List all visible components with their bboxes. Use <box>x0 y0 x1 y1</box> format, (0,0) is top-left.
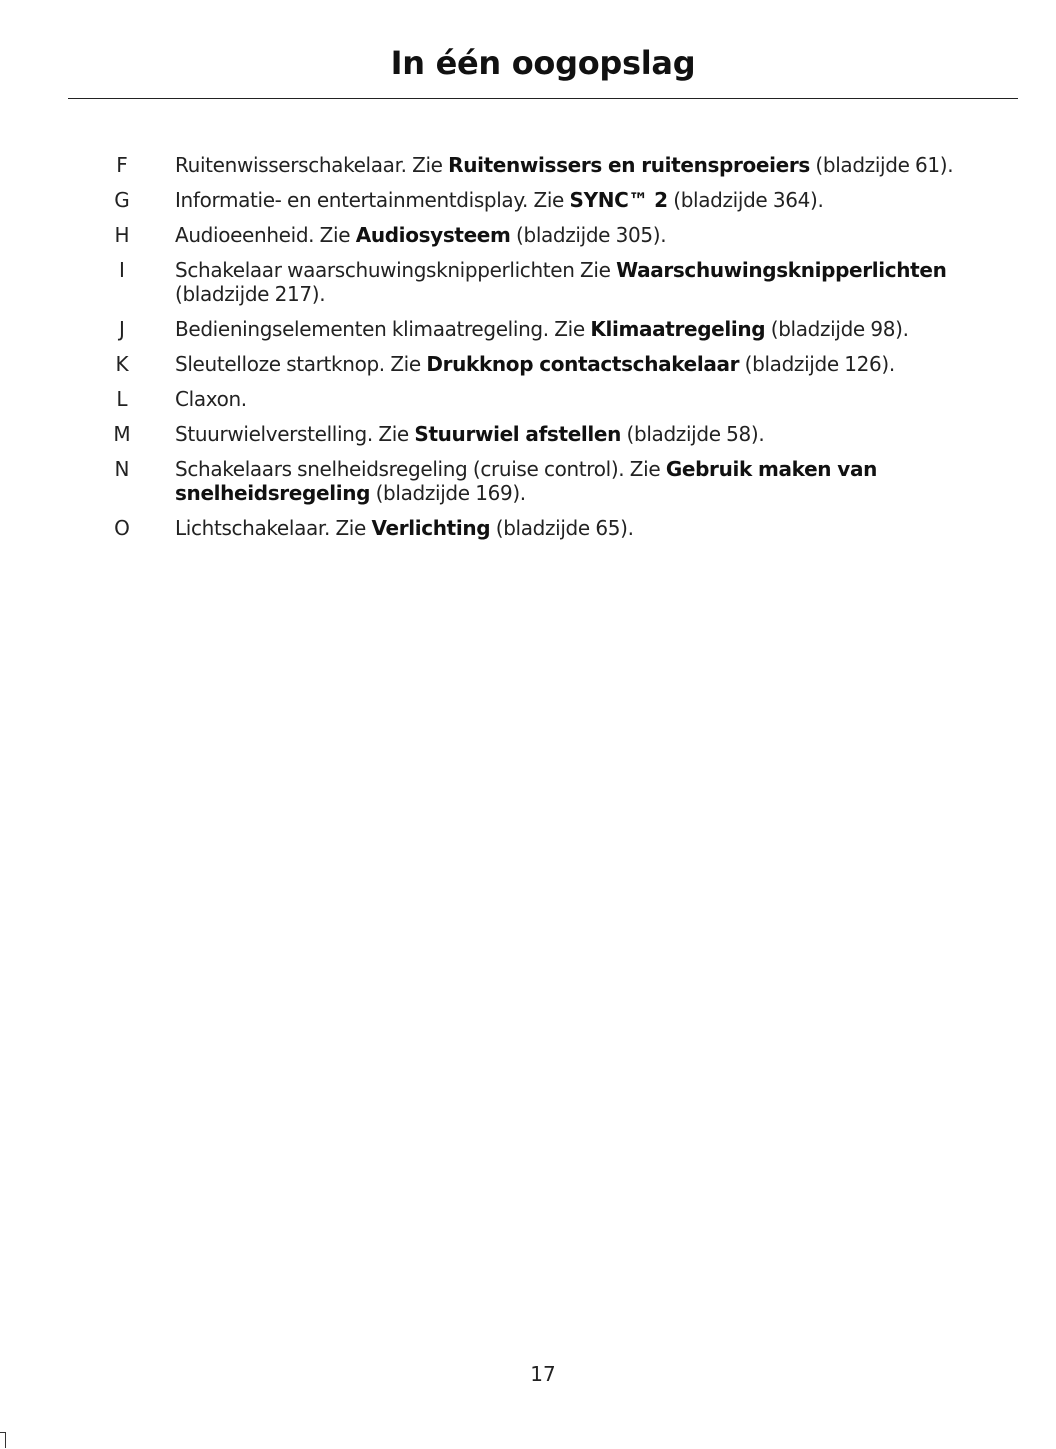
cross-reference-link[interactable]: Klimaatregeling <box>590 317 766 341</box>
legend-letter: K <box>115 352 129 376</box>
legend-description <box>175 457 1010 505</box>
description-text: Sleutelloze startknop. Zie <box>175 352 427 376</box>
description-text: Stuurwielverstelling. Zie <box>175 422 415 446</box>
legend-description <box>175 352 1010 376</box>
legend-description <box>175 317 1010 341</box>
cross-reference-link[interactable]: Audiosysteem <box>355 223 511 247</box>
legend-letter: F <box>116 153 128 177</box>
legend-item-o <box>0 516 1056 540</box>
legend-item-i <box>0 258 1056 306</box>
title-divider <box>68 98 1018 99</box>
page-reference: (bladzijde 305). <box>510 223 667 247</box>
description-text: Lichtschakelaar. Zie <box>175 516 372 540</box>
legend-letter: J <box>119 317 125 341</box>
cross-reference-link[interactable]: Waarschuwingsknipperlichten <box>616 258 947 282</box>
page-reference: (bladzijde 169). <box>370 481 526 505</box>
cross-reference-link[interactable]: Ruitenwissers en ruitensproeiers <box>448 153 810 177</box>
cross-reference-link[interactable]: Verlichting <box>371 516 491 540</box>
legend-description <box>175 188 1010 212</box>
legend-item-j <box>0 317 1056 341</box>
page-reference: (bladzijde 217). <box>175 282 326 306</box>
cross-reference-link[interactable]: SYNC™ 2 <box>569 188 668 212</box>
description-text: Ruitenwisserschakelaar. Zie <box>175 153 449 177</box>
cross-reference-link[interactable]: Drukknop contactschakelaar <box>426 352 740 376</box>
legend-item-g <box>0 188 1056 212</box>
legend-description <box>175 422 1010 446</box>
page-reference: (bladzijde 98). <box>765 317 909 341</box>
legend-description <box>175 153 1010 177</box>
legend-description <box>175 516 1010 540</box>
page-title: In één oogopslag <box>390 44 696 82</box>
legend-letter: L <box>116 387 128 411</box>
legend-letter: G <box>114 188 130 212</box>
legend-letter: M <box>113 422 131 446</box>
legend-item-m <box>0 422 1056 446</box>
description-text: Claxon. <box>175 387 247 411</box>
page-reference: (bladzijde 364). <box>667 188 824 212</box>
page-number: 17 <box>530 1362 556 1386</box>
legend-letter: H <box>114 223 130 247</box>
legend-item-n <box>0 457 1056 505</box>
legend-item-l <box>0 387 1056 411</box>
legend-item-h <box>0 223 1056 247</box>
description-text: Schakelaar waarschuwingsknipperlichten Zie <box>175 258 617 282</box>
page-reference: (bladzijde 126). <box>739 352 895 376</box>
legend-letter: I <box>119 258 125 282</box>
legend-description <box>175 387 1010 411</box>
page-reference: (bladzijde 61). <box>809 153 954 177</box>
legend-item-f <box>0 153 1056 177</box>
description-text: Audioeenheid. Zie <box>175 223 356 247</box>
description-text: Bedieningselementen klimaatregeling. Zie <box>175 317 591 341</box>
description-text: Informatie- en entertainmentdisplay. Zie <box>175 188 570 212</box>
page-reference: (bladzijde 58). <box>621 422 765 446</box>
cross-reference-link[interactable]: Gebruik maken van snelheidsregeling <box>175 457 878 505</box>
cross-reference-link[interactable]: Stuurwiel afstellen <box>414 422 622 446</box>
crop-mark <box>0 1432 6 1448</box>
legend-letter: N <box>114 457 130 481</box>
legend-list <box>0 153 1056 551</box>
legend-description <box>175 258 1010 306</box>
legend-letter: O <box>114 516 130 540</box>
legend-description <box>175 223 1010 247</box>
page-reference: (bladzijde 65). <box>490 516 634 540</box>
legend-item-k <box>0 352 1056 376</box>
description-text: Schakelaars snelheidsregeling (cruise control). Zie <box>175 457 666 481</box>
